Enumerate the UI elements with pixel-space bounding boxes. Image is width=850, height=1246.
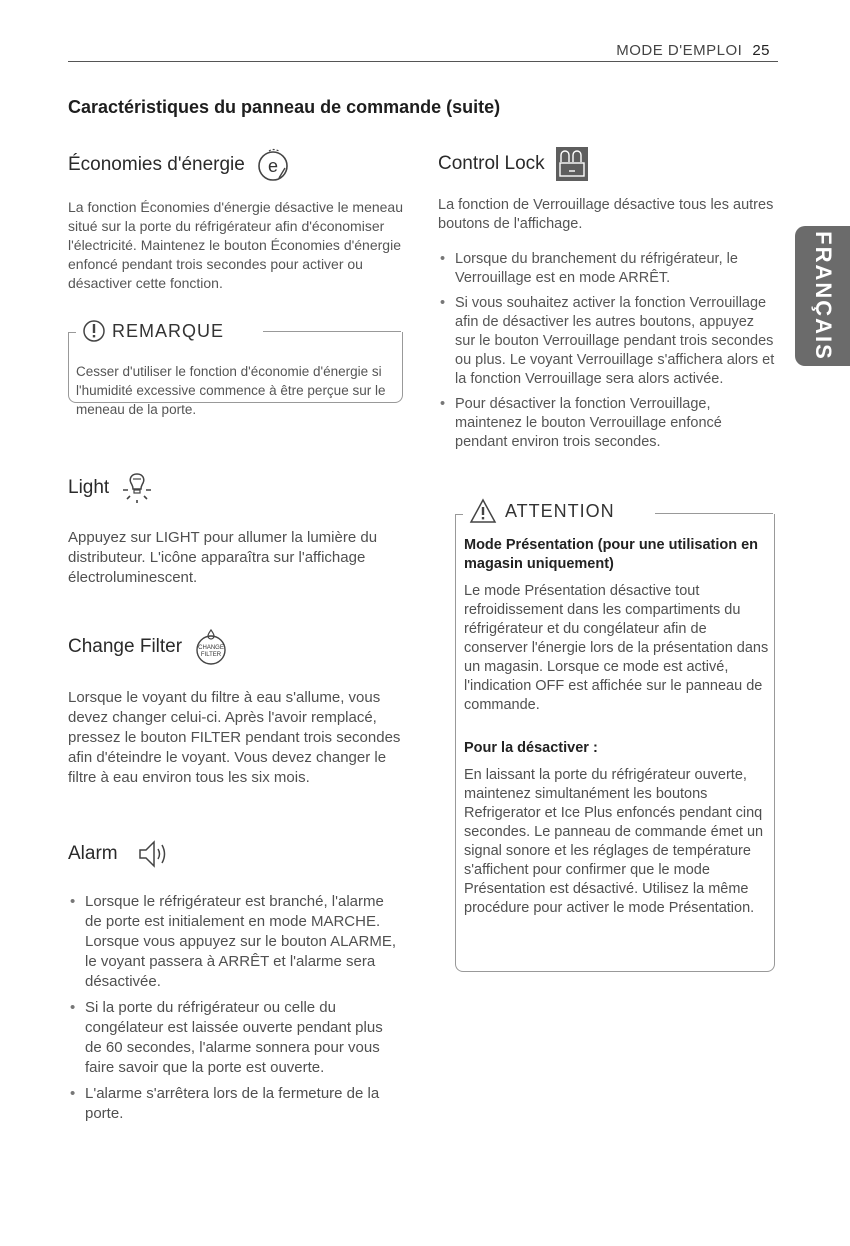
light-heading <box>68 470 403 506</box>
running-header <box>616 42 770 59</box>
list-item: • Pour désactiver la fonction Verrouillage, maintenez le bouton Verrouillage enfoncé pendant environ trois secondes. <box>438 395 778 452</box>
lock-heading <box>438 146 778 182</box>
note-text: Cesser d'utiliser le fonction d'économie d'énergie si l'humidité excessive commence à être perçue sur le meneau de la porte. <box>76 364 386 417</box>
change-filter-icon <box>192 628 230 666</box>
alarm-section <box>68 838 403 1130</box>
attention-text-2: En laissant la porte du réfrigérateur ouverte, maintenez simultanément les boutons Refrigerator et Ice Plus enfoncés pendant cinq secondes. Le panneau de commande émet un signal sonore et les réglages de température s'affichent pour confirmer que le mode Présentation est désactivé. Utilisez la même procédure pour activer le mode Présentation. <box>464 767 764 916</box>
filter-title: Change Filter <box>68 636 183 657</box>
header-title: MODE D'EMPLOI <box>616 42 743 59</box>
list-item: • Lorsque du branchement du réfrigérateur, le Verrouillage est en mode ARRÊT. <box>438 250 778 288</box>
light-section <box>68 470 403 588</box>
attention-text-1: Le mode Présentation désactive tout refroidissement dans les compartiments du réfrigérateur et du congélateur afin de conserver l'énergie lors de la présentation dans un magasin. Lorsque ce mode est activé, l'indication OFF est affichée sur le panneau de commande. <box>464 583 769 713</box>
attention-label: ATTENTION <box>505 500 615 521</box>
energy-saving-icon <box>255 148 291 182</box>
note-frame-tick <box>68 332 76 333</box>
note-box <box>68 318 403 417</box>
lock-section <box>438 146 778 458</box>
light-text: Appuyez sur LIGHT pour allumer la lumière du distributeur. L'icône apparaîtra sur l'affichage électroluminescent. <box>68 529 378 586</box>
speaker-icon <box>134 838 170 870</box>
energy-icon-letter: e <box>267 156 278 176</box>
filter-text: Lorsque le voyant du filtre à eau s'allume, vous devez changer celui-ci. Après l'avoir remplacé, pressez le bouton FILTER pendant trois secondes afin d'éteindre le voyant. Vous devez changer le filtre à eau environ tous les six mois. <box>68 689 401 786</box>
light-bulb-icon <box>119 470 155 506</box>
note-header <box>78 318 230 344</box>
filter-icon-line1: CHANGE <box>198 645 224 651</box>
alarm-title: Alarm <box>68 843 118 864</box>
exclamation-icon <box>82 318 106 344</box>
language-tab-label: FRANÇAIS <box>810 231 836 361</box>
filter-section <box>68 628 403 788</box>
note-label: REMARQUE <box>112 320 225 341</box>
alarm-heading <box>68 838 403 870</box>
list-item: • Lorsque le réfrigérateur est branché, l'alarme de porte est initialement en mode MARCHE. Lorsque vous appuyez sur le bouton ALARME, le voyant passera à ARRÊT et l'alarme sera désactivée. <box>68 892 403 992</box>
energy-title: Économies d'énergie <box>68 154 245 175</box>
page-number: 25 <box>752 42 770 59</box>
language-tab <box>795 226 850 366</box>
attention-subheading-1: Mode Présentation (pour une utilisation en magasin uniquement) <box>464 537 759 572</box>
attention-frame-tick <box>455 514 463 515</box>
energy-heading <box>68 148 403 182</box>
energy-text: La fonction Économies d'énergie désactive le meneau situé sur la porte du réfrigérateur afin d'économiser l'électricité. Maintenez le bouton Économies d'énergie enfoncé pendant trois secondes pour activer ou désactiver cette fonction. <box>68 199 403 291</box>
light-title: Light <box>68 477 110 498</box>
section-title: Caractéristiques du panneau de commande (suite) <box>68 97 501 117</box>
attention-content <box>464 536 769 918</box>
lock-icon <box>555 146 589 182</box>
filter-heading <box>68 628 403 666</box>
filter-icon-line2: FILTER <box>200 652 222 658</box>
lock-list <box>438 250 778 452</box>
attention-box <box>455 498 775 973</box>
list-item: • L'alarme s'arrêtera lors de la fermeture de la porte. <box>68 1084 403 1124</box>
attention-header <box>465 498 621 524</box>
attention-subheading-2: Pour la désactiver : <box>464 740 598 756</box>
note-frame-line <box>263 331 401 332</box>
attention-frame-line <box>655 513 773 514</box>
list-item: • Si vous souhaitez activer la fonction Verrouillage afin de désactiver les autres boutons, appuyez sur le bouton Verrouillage pendant trois secondes ou plus. Le voyant Verrouillage s'affichera alors et la fonction Verrouillage sera alors activée. <box>438 294 778 389</box>
header-rule <box>68 61 778 62</box>
list-item: • Si la porte du réfrigérateur ou celle du congélateur est laissée ouverte pendant plus de 60 secondes, l'alarme sonnera pour vous faire savoir que la porte est ouverte. <box>68 998 403 1078</box>
warning-triangle-icon <box>469 498 497 524</box>
lock-text: La fonction de Verrouillage désactive tous les autres boutons de l'affichage. <box>438 197 774 232</box>
energy-section <box>68 148 403 293</box>
lock-title: Control Lock <box>438 153 545 174</box>
alarm-list <box>68 892 403 1124</box>
